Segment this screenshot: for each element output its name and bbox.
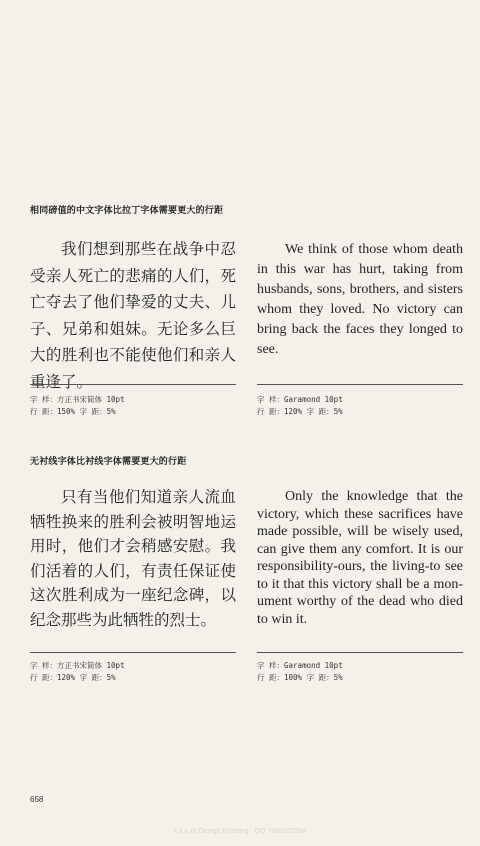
english-text-1: We think of those whom death in this war has hurt, taking from husbands, sons, brothers, and sisters whom they loved. No victory can bring back the faces they longed to see. — [257, 242, 463, 357]
chinese-spec-1 — [30, 394, 125, 418]
english-spec-1 — [257, 394, 343, 418]
spec-leading: 行 距：120% 字 距：5% — [257, 407, 343, 416]
english-spec-2 — [257, 660, 343, 684]
divider-rule — [30, 652, 236, 653]
chinese-text-2: 只有当他们知道亲人流血牺牲换来的胜利会被明智地运用时，他们才会稍感安慰。我们活着的人们，有责任保证使这次胜利成为一座纪念碑，以纪念那些为此牺牲的烈士。 — [30, 488, 236, 629]
spec-typeface: 字 样：方正书宋简体 10pt — [30, 395, 125, 404]
divider-rule — [30, 384, 236, 385]
page-number: 658 — [30, 795, 44, 804]
chinese-spec-2 — [30, 660, 125, 684]
english-paragraph-1 — [257, 240, 463, 360]
spec-leading: 行 距：100% 字 距：5% — [257, 673, 343, 682]
divider-rule — [257, 652, 463, 653]
spec-typeface: 字 样：Garamond 10pt — [257, 661, 343, 670]
chinese-text-1: 我们想到那些在战争中忍受亲人死亡的悲痛的人们，死亡夺去了他们挚爱的丈夫、儿子、兄弟和姐妹。无论多么巨大的胜利也不能使他们和亲人重逢了。 — [30, 240, 236, 391]
spec-typeface: 字 样：Garamond 10pt — [257, 395, 343, 404]
spec-leading: 行 距：120% 字 距：5% — [30, 673, 116, 682]
english-paragraph-2 — [257, 488, 463, 628]
section-title-1: 相同磅值的中文字体比拉丁字体需要更大的行距 — [30, 206, 224, 216]
watermark: x.x.x.xx Design Reading · QQ 7981002384 — [173, 828, 307, 835]
section-title-2: 无衬线字体比衬线字体需要更大的行距 — [30, 457, 187, 467]
chinese-paragraph-1 — [30, 236, 236, 395]
spec-leading: 行 距：150% 字 距：5% — [30, 407, 116, 416]
divider-rule — [257, 384, 463, 385]
chinese-paragraph-2 — [30, 485, 236, 632]
english-text-2: Only the knowledge that the victory, which these sacrifices have made possible, will be wisely used, can give them any comfort. It is our responsibility-ours, the living-to see to it that this victory shall be a mon-ument worthy of the dead who died to win it. — [257, 489, 463, 627]
spec-typeface: 字 样：方正书宋简体 10pt — [30, 661, 125, 670]
